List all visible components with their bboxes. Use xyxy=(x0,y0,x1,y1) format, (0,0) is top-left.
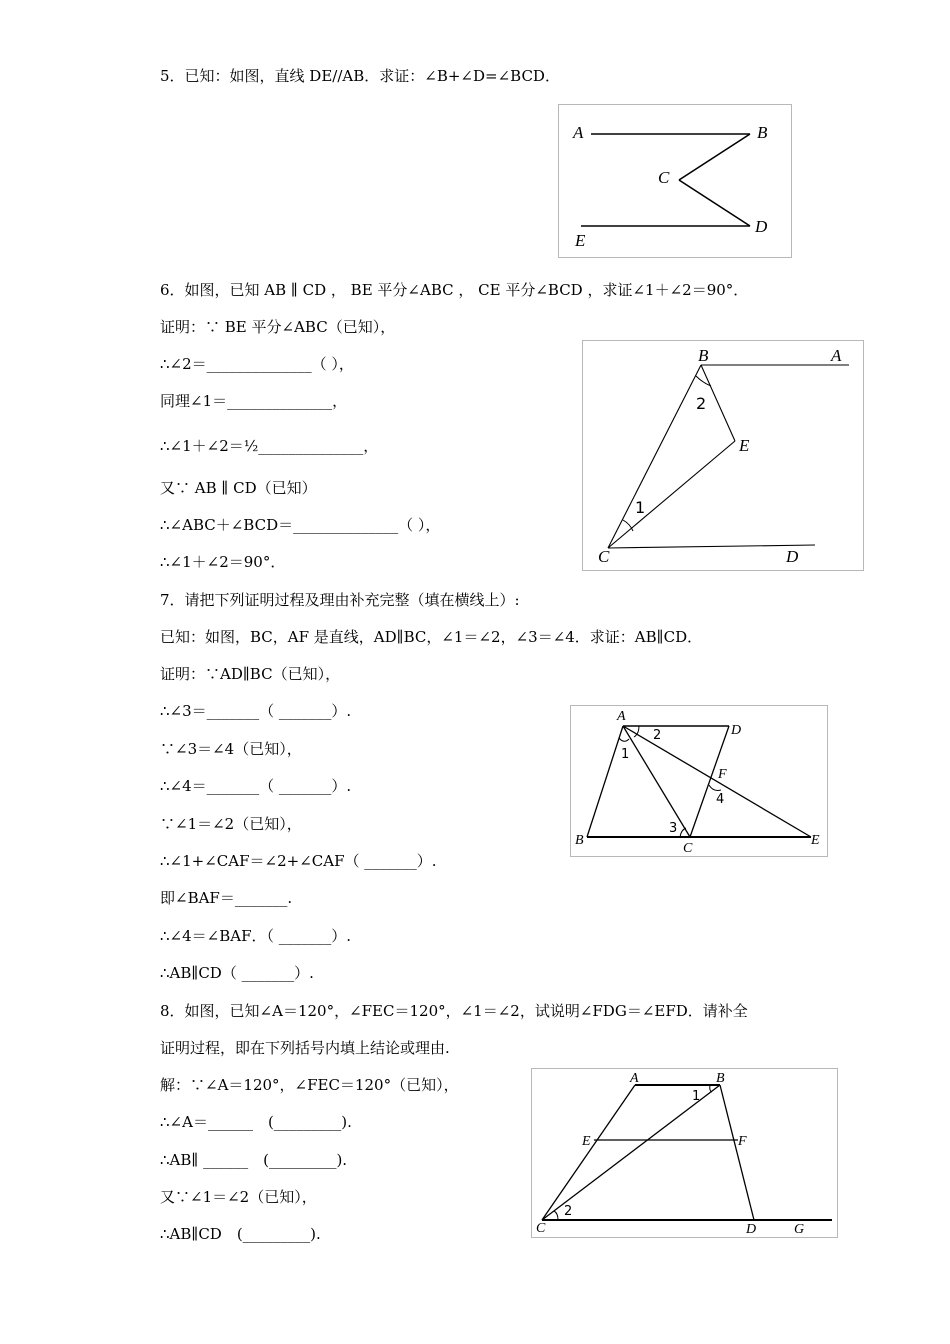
q8-line-4: ∴∠A＝______ (_________). xyxy=(160,1113,352,1131)
q6-angle-2-label: 2 xyxy=(696,394,707,413)
q8-label-C: C xyxy=(536,1221,546,1236)
q8-label-F: F xyxy=(738,1134,747,1149)
q8-angle-2-label: 2 xyxy=(564,1204,573,1219)
q8-line-BD xyxy=(720,1085,754,1220)
q8-line-1: 8．如图，已知∠A＝120°，∠FEC＝120°，∠1＝∠2，试说明∠FDG＝∠EFD．请补全 xyxy=(160,1002,748,1020)
q7-angle-4-label: 4 xyxy=(716,792,725,807)
q8-label-G: G xyxy=(794,1222,805,1237)
q7-line-7: ∵∠1＝∠2（已知）， xyxy=(160,815,302,833)
q6-line-CD xyxy=(608,545,815,548)
q7-line-3: 证明：∵AD∥BC（已知）， xyxy=(160,665,341,683)
q7-label-E: E xyxy=(811,833,820,848)
q8-label-A: A xyxy=(630,1071,639,1086)
q6-figure-svg xyxy=(583,341,863,570)
q7-line-10: ∴∠4＝∠BAF．（ _______）. xyxy=(160,927,352,945)
q6-line-2: 证明：∵ BE 平分∠ABC（已知）， xyxy=(160,318,396,336)
q7-label-B: B xyxy=(575,833,584,848)
q7-angle-1-arc xyxy=(619,738,629,741)
q6-line-1: 6．如图，已知 AB ∥ CD ， BE 平分∠ABC ， CE 平分∠BCD ，求证∠1＋∠2＝90°． xyxy=(160,281,749,299)
q8-label-B: B xyxy=(716,1071,725,1086)
q8-line-5: ∴AB∥ ______ (_________). xyxy=(160,1151,348,1169)
q6-line-6: 又∵ AB ∥ CD（已知） xyxy=(160,479,317,497)
q6-angle-1-arc xyxy=(623,520,633,531)
q7-angle-1-label: 1 xyxy=(621,747,630,762)
q8-label-D: D xyxy=(746,1222,757,1237)
q6-line-5: ∴∠1＋∠2＝½______________， xyxy=(160,437,379,455)
q6-line-3: ∴∠2＝______________（ ）， xyxy=(160,355,354,373)
q5-label-A: A xyxy=(573,123,584,142)
q7-label-D: D xyxy=(731,723,742,738)
q7-label-C: C xyxy=(683,841,693,856)
q6-line-8: ∴∠1＋∠2＝90°． xyxy=(160,553,286,571)
q7-line-2: 已知：如图，BC，AF 是直线，AD∥BC，∠1＝∠2，∠3＝∠4．求证：AB∥CD． xyxy=(160,628,703,646)
q7-line-5: ∵∠3＝∠4（已知）， xyxy=(160,740,302,758)
q7-line-AE xyxy=(623,726,811,837)
q6-label-E: E xyxy=(739,436,750,455)
q7-label-A: A xyxy=(617,709,626,724)
q5-figure xyxy=(558,104,792,258)
q8-line-BC xyxy=(542,1085,720,1220)
q7-line-4: ∴∠3＝_______（ _______）. xyxy=(160,702,352,720)
q6-line-7: ∴∠ABC＋∠BCD＝______________（ ）， xyxy=(160,516,441,534)
q7-angle-2-label: 2 xyxy=(653,728,662,743)
q7-line-11: ∴AB∥CD（ _______）. xyxy=(160,964,314,982)
q5-label-D: D xyxy=(755,217,768,236)
q8-angle-1-label: 1 xyxy=(692,1089,701,1104)
q7-label-F: F xyxy=(718,767,727,782)
q5-statement: 5．已知：如图，直线 DE//AB．求证：∠B+∠D=∠BCD． xyxy=(160,67,560,85)
q8-figure xyxy=(531,1068,838,1238)
q5-label-C: C xyxy=(658,168,670,187)
q6-line-BC xyxy=(608,365,701,548)
q7-line-6: ∴∠4＝_______（ _______）. xyxy=(160,777,352,795)
q8-figure-svg xyxy=(532,1069,837,1237)
q7-angle-4-arc xyxy=(709,785,721,790)
q6-figure xyxy=(582,340,864,571)
q5-line-BC xyxy=(679,134,750,180)
q6-line-4: 同理∠1＝______________， xyxy=(160,392,348,410)
q8-line-2: 证明过程，即在下列括号内填上结论或理由. xyxy=(160,1039,450,1057)
q7-line-AB xyxy=(587,726,623,837)
q7-line-8: ∴∠1+∠CAF＝∠2+∠CAF（ _______）. xyxy=(160,852,437,870)
q8-line-6: 又∵∠1＝∠2（已知）， xyxy=(160,1188,317,1206)
q8-angle-2-arc xyxy=(554,1211,558,1220)
q5-label-B: B xyxy=(757,123,768,142)
q6-line-EC xyxy=(608,441,735,548)
q6-label-C: C xyxy=(598,547,610,566)
q7-figure xyxy=(570,705,828,857)
q6-angle-1-label: 1 xyxy=(635,498,646,517)
q7-angle-3-label: 3 xyxy=(669,821,678,836)
q7-line-9: 即∠BAF＝_______. xyxy=(160,889,293,907)
q8-label-E: E xyxy=(582,1134,591,1149)
q7-line-1: 7．请把下列证明过程及理由补充完整（填在横线上）: xyxy=(160,591,520,609)
q8-line-7: ∴AB∥CD (_________). xyxy=(160,1225,321,1243)
q7-figure-svg xyxy=(571,706,827,856)
q5-figure-svg xyxy=(559,105,791,257)
q6-label-D: D xyxy=(786,547,799,566)
q8-line-AC xyxy=(542,1085,635,1220)
q5-line-CD xyxy=(679,180,750,226)
q8-line-3: 解：∵∠A＝120°，∠FEC＝120°（已知）， xyxy=(160,1076,459,1094)
q6-label-B: B xyxy=(698,346,709,365)
q6-label-A: A xyxy=(831,346,842,365)
q5-label-E: E xyxy=(575,231,586,250)
